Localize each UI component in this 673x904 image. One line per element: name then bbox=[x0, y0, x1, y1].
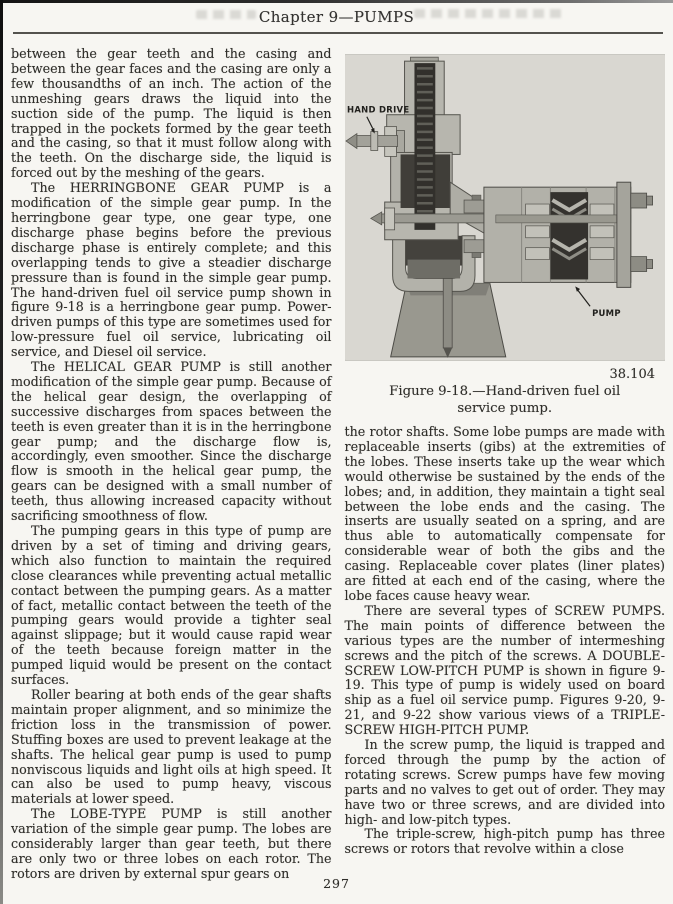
figure-9-18 bbox=[345, 54, 666, 417]
figure-reference-number: 38.104 bbox=[609, 367, 655, 382]
paragraph: The triple-screw, high-pitch pump has three screws or rotors that revolve within a close bbox=[344, 826, 665, 857]
pump-cross-section-diagram bbox=[345, 54, 666, 361]
paragraph: In the screw pump, the liquid is trapped and forced through the pump by the action of rotating screws. Screw pumps have few moving parts and no valves to get out of order. They may have two or three screws, and are divided into high- and low-pitch types. bbox=[344, 737, 665, 827]
right-column bbox=[345, 47, 666, 882]
pump-label: PUMP bbox=[591, 308, 621, 319]
two-column-body bbox=[0, 34, 673, 882]
paragraph: Roller bearing at both ends of the gear shafts maintain proper alignment, and so minimize the friction loss in the transmission of power. Stuffing boxes are used to prevent leakage at the shafts. The helical gear pump is used to pump nonviscous liquids and light oils at high speed. It can also be used to pump heavy, viscous materials at lower speed. bbox=[11, 686, 332, 807]
hand-drive-label: HAND DRIVE bbox=[346, 104, 409, 115]
lower-housing-bowl bbox=[392, 236, 474, 292]
left-column bbox=[11, 47, 332, 882]
scan-edge-left bbox=[0, 0, 3, 904]
suction-pipe bbox=[443, 278, 452, 357]
figure-caption: Figure 9-18.—Hand-driven fuel oil service pump. bbox=[389, 384, 621, 416]
figure-image bbox=[345, 54, 666, 361]
page-number: 297 bbox=[323, 876, 350, 891]
chapter-title: Chapter 9—PUMPS bbox=[258, 8, 415, 26]
paragraph: The HELICAL GEAR PUMP is still another modification of the simple gear pump. Because of the helical gear design, the overlapping of successive discharges from spaces between the teeth is even greater than it is in the herringbone gear pump; and the discharge flow is, accordingly, even smoother. Since the discharge flow is smooth in the helical gear pump, the gears can be designed with a small number of teeth, thus allowing increased capacity without sacrificing smoothness of flow. bbox=[11, 359, 332, 524]
paragraph: between the gear teeth and the casing and between the gear faces and the casing are only a few thousandths of an inch. The action of the unmeshing gears draws the liquid into the suction side of the pump. The liquid is then trapped in the pockets formed by the gear teeth and the casing, so that it must follow along with the teeth. On the discharge side, the liquid is forced out by the meshing of the gears. bbox=[11, 46, 332, 181]
pump-body bbox=[483, 182, 652, 287]
paragraph: The pumping gears in this type of pump are driven by a set of timing and driving gears, which also function to maintain the required close clearances while preventing actual metallic contact between the pumping gears. As a matter of fact, metallic contact between the teeth of the pumping gears would provide a tighter seal against slippage; but it would cause rapid wear of the teeth because foreign matter in the pumped liquid would be present on the contact surfaces. bbox=[11, 523, 332, 688]
paragraph: The HERRINGBONE GEAR PUMP is a modification of the simple gear pump. In the herringbone gear type, one gear type, one discharge phase begins before the previous discharge phase is entirely complete; and this overlapping tends to give a steadier discharge pressure than is found in the simple gear pump. The hand-driven fuel oil service pump shown in figure 9-18 is a herringbone gear pump. Power-driven pumps of this type are sometimes used for low-pressure fuel oil service, lubricating oil service, and Diesel oil service. bbox=[11, 180, 332, 360]
paragraph: the rotor shafts. Some lobe pumps are made with replaceable inserts (gibs) at the extremities of the lobes. These inserts take up the wear which would otherwise be sustained by the ends of the lobes; and, in addition, they maintain a tight seal between the lobe ends and the casing. The inserts are usually seated on a spring, and are thus able to automatically compensate for considerable wear of both the gibs and the casing. Replaceable cover plates (liner plates) are fitted at each end of the casing, where the lobe faces cause heavy wear. bbox=[344, 424, 665, 603]
paragraph: There are several types of SCREW PUMPS. The main points of difference between the various types are the number of intermeshing screws and the pitch of the screws. A DOUBLE-SCREW LOW-PITCH PUMP is shown in figure 9-19. This type of pump is widely used on board ship as a fuel oil service pump. Figures 9-20, 9-21, and 9-22 show various views of a TRIPLE-SCREW HIGH-PITCH PUMP. bbox=[344, 602, 665, 738]
paragraph: The LOBE-TYPE PUMP is still another variation of the simple gear pump. The lobes are considerably larger than gear teeth, but there are only two or three lobes on each rotor. The rotors are driven by external spur gears on bbox=[11, 806, 332, 881]
scan-edge-top bbox=[0, 0, 673, 3]
page-header bbox=[0, 0, 673, 26]
